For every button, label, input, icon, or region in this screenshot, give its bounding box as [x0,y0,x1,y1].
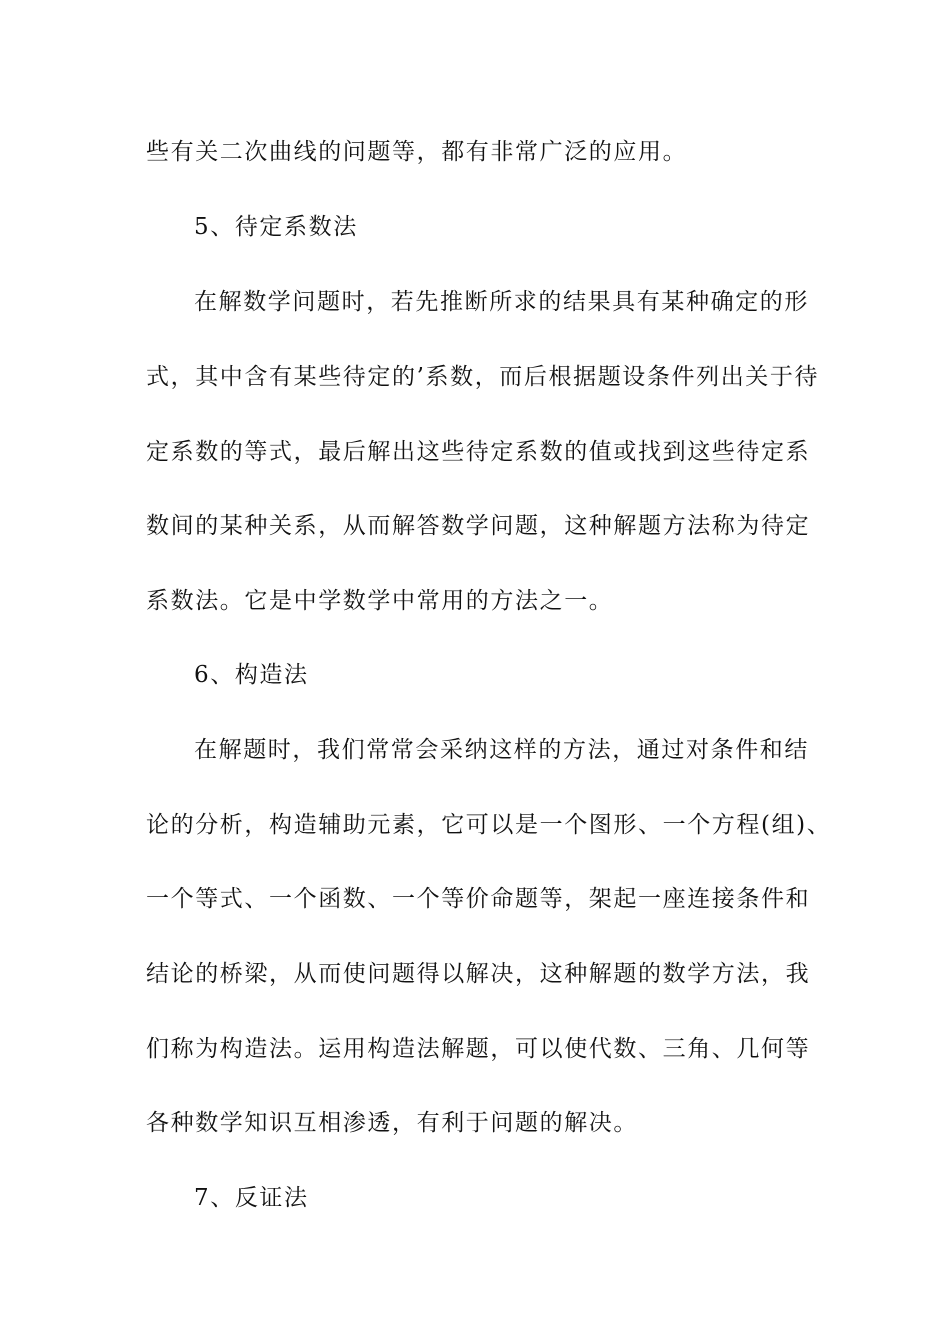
paragraph-line: 各种数学知识互相渗透，有利于问题的解决。 [146,1110,638,1136]
paragraph-line: 结论的桥梁，从而使问题得以解决，这种解题的数学方法，我 [146,961,811,987]
paragraph-line: 系数法。它是中学数学中常用的方法之一。 [146,588,614,614]
paragraph-line: 式，其中含有某些待定的’系数，而后根据题设条件列出关于待 [146,364,820,390]
section-heading-5: 5、待定系数法 [194,214,358,240]
paragraph-line: 些有关二次曲线的问题等，都有非常广泛的应用。 [146,139,688,165]
paragraph-line: 在解题时，我们常常会采纳这样的方法，通过对条件和结 [194,737,809,763]
paragraph-line: 在解数学问题时，若先推断所求的结果具有某种确定的形 [194,289,809,315]
paragraph-line: 定系数的等式，最后解出这些待定系数的值或找到这些待定系 [146,439,811,465]
paragraph-line: 们称为构造法。运用构造法解题，可以使代数、三角、几何等 [146,1036,811,1062]
section-heading-7: 7、反证法 [194,1185,309,1211]
paragraph-line: 论的分析，构造辅助元素，它可以是一个图形、一个方程(组)、 [146,812,832,838]
paragraph-line: 数间的某种关系，从而解答数学问题，这种解题方法称为待定 [146,513,811,539]
paragraph-line: 一个等式、一个函数、一个等价命题等，架起一座连接条件和 [146,886,811,912]
section-heading-6: 6、构造法 [194,662,309,688]
